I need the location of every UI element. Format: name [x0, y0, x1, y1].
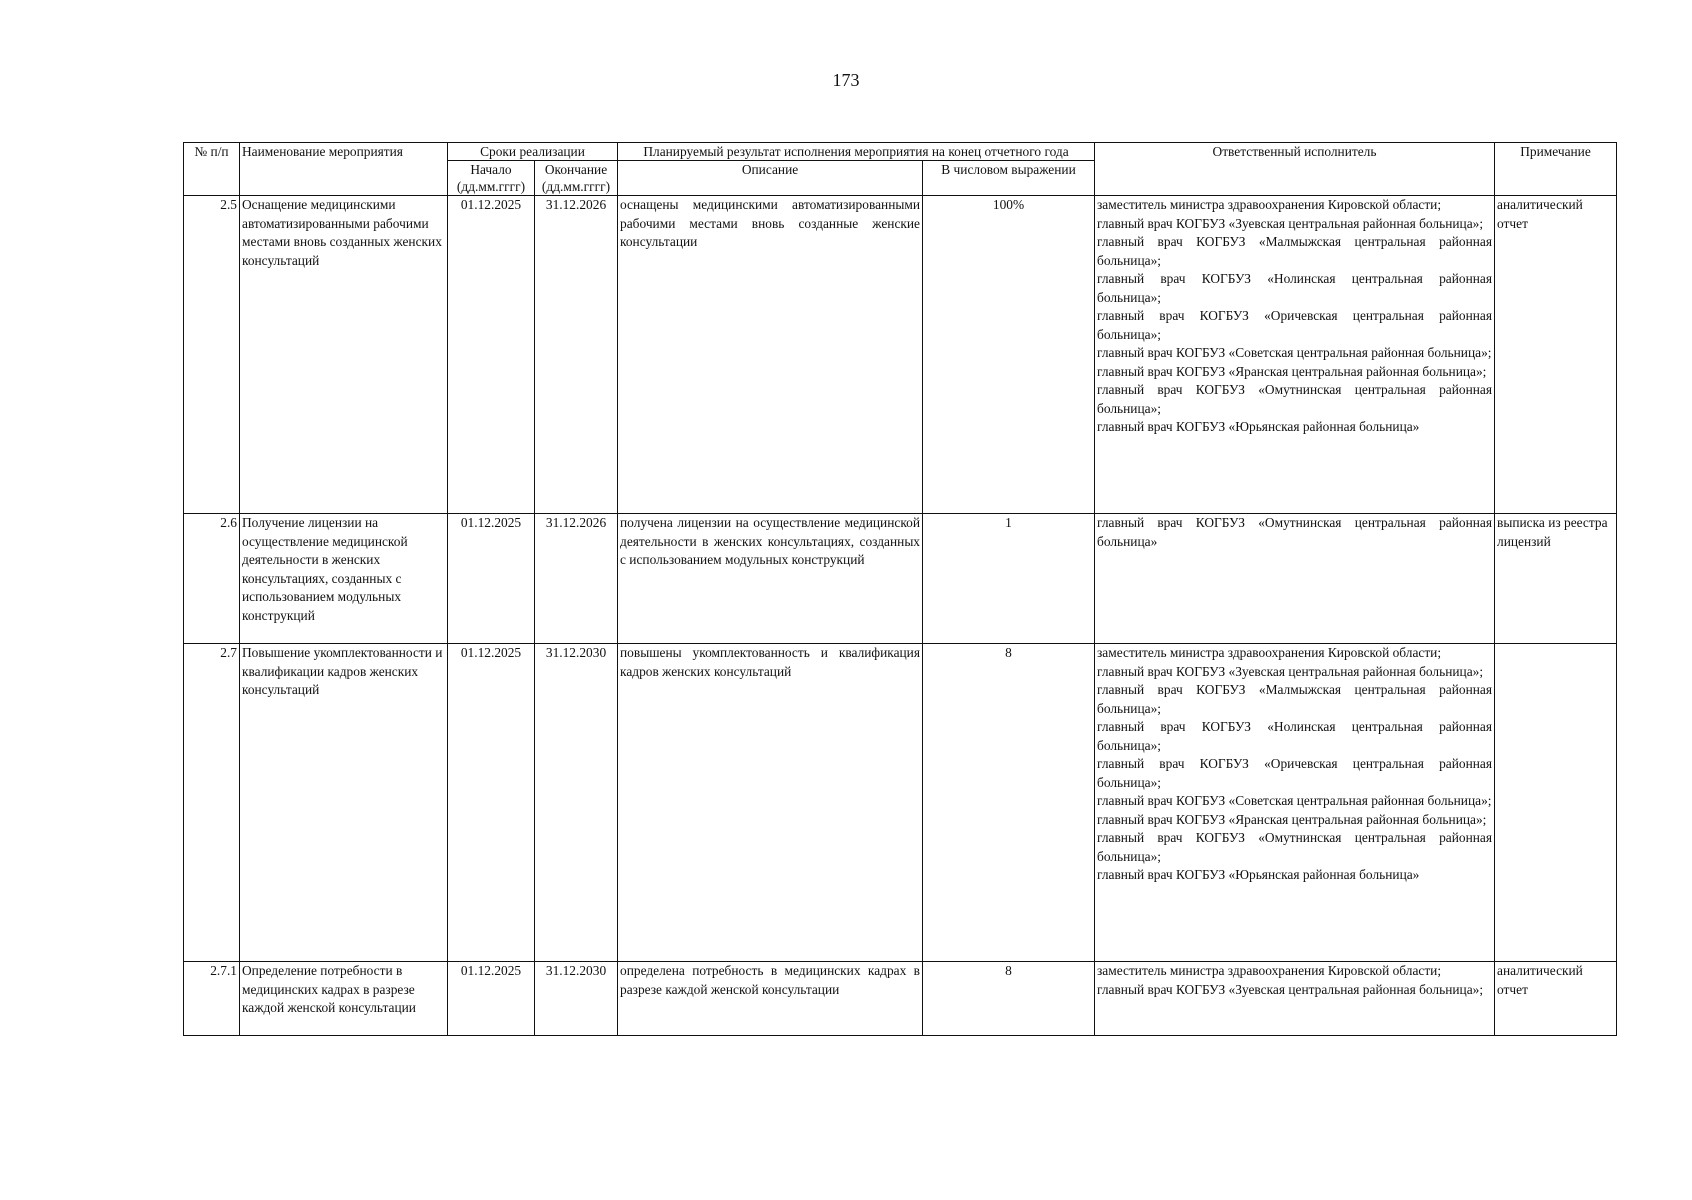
row-executor	[1095, 514, 1495, 644]
executor-line: главный врач КОГБУЗ «Яранская центральная районная больница»;	[1097, 363, 1487, 379]
table-body	[184, 196, 1617, 1036]
header-note: Примечание	[1495, 143, 1617, 196]
executor-line: главный врач КОГБУЗ «Зуевская центральная районная больница»;	[1097, 981, 1484, 997]
row-value: 8	[923, 644, 1095, 962]
executor-line: главный врач КОГБУЗ «Малмыжская центральная районная больница»;	[1097, 234, 1493, 268]
page-number: 173	[832, 70, 860, 90]
table-row	[184, 644, 1617, 962]
row-end-date: 31.12.2030	[535, 962, 618, 1036]
row-num: 2.5	[184, 196, 240, 514]
row-num: 2.7.1	[184, 962, 240, 1036]
header-period: Сроки реализации	[448, 143, 618, 161]
row-note: аналитический отчет	[1495, 962, 1617, 1036]
row-executor	[1095, 196, 1495, 514]
row-description: оснащены медицинскими автоматизированными рабочими местами вновь созданные женские консультации	[618, 196, 923, 514]
row-name: Оснащение медицинскими автоматизированными рабочими местами вновь созданных женских консультаций	[240, 196, 448, 514]
executor-line: главный врач КОГБУЗ «Яранская центральная районная больница»;	[1097, 811, 1487, 827]
executor-line: главный врач КОГБУЗ «Нолинская центральная районная больница»;	[1097, 719, 1493, 753]
row-start-date: 01.12.2025	[448, 644, 535, 962]
table-row	[184, 196, 1617, 514]
row-start-date: 01.12.2025	[448, 196, 535, 514]
executor-line: главный врач КОГБУЗ «Омутнинская центральная районная больница»;	[1097, 830, 1493, 864]
executor-line: главный врач КОГБУЗ «Юрьянская районная больница»	[1097, 867, 1420, 882]
row-note: аналитический отчет	[1495, 196, 1617, 514]
header-row-1	[184, 143, 1617, 161]
row-executor	[1095, 962, 1495, 1036]
row-value: 100%	[923, 196, 1095, 514]
executor-line: главный врач КОГБУЗ «Зуевская центральная районная больница»;	[1097, 215, 1484, 231]
executor-line: главный врач КОГБУЗ «Советская центральная районная больница»;	[1097, 345, 1492, 360]
header-start: Начало (дд.мм.гггг)	[448, 161, 535, 196]
header-result: Планируемый результат исполнения мероприятия на конец отчетного года	[618, 143, 1095, 161]
executor-line: заместитель министра здравоохранения Кировской области;	[1097, 197, 1442, 212]
executor-line: главный врач КОГБУЗ «Нолинская центральная районная больница»;	[1097, 271, 1493, 305]
row-description: повышены укомплектованность и квалификация кадров женских консультаций	[618, 644, 923, 962]
table-row	[184, 514, 1617, 644]
row-name: Определение потребности в медицинских кадрах в разрезе каждой женской консультации	[240, 962, 448, 1036]
row-description: получена лицензии на осуществление медицинской деятельности в женских консультациях, созданных с использованием модульных конструкций	[618, 514, 923, 644]
row-description: определена потребность в медицинских кадрах в разрезе каждой женской консультации	[618, 962, 923, 1036]
header-end: Окончание (дд.мм.гггг)	[535, 161, 618, 196]
table-row	[184, 962, 1617, 1036]
executor-line: заместитель министра здравоохранения Кировской области;	[1097, 963, 1442, 978]
row-num: 2.6	[184, 514, 240, 644]
row-value: 1	[923, 514, 1095, 644]
executor-line: главный врач КОГБУЗ «Малмыжская центральная районная больница»;	[1097, 682, 1493, 716]
executor-line: главный врач КОГБУЗ «Юрьянская районная больница»	[1097, 419, 1420, 434]
header-num: № п/п	[184, 143, 240, 196]
header-value: В числовом выражении	[923, 161, 1095, 196]
row-name: Повышение укомплектованности и квалификации кадров женских консультаций	[240, 644, 448, 962]
executor-line: главный врач КОГБУЗ «Омутнинская центральная районная больница»	[1097, 515, 1493, 549]
row-end-date: 31.12.2026	[535, 196, 618, 514]
row-executor	[1095, 644, 1495, 962]
row-note	[1495, 644, 1617, 962]
executor-line: заместитель министра здравоохранения Кировской области;	[1097, 645, 1442, 660]
row-num: 2.7	[184, 644, 240, 962]
executor-line: главный врач КОГБУЗ «Омутнинская центральная районная больница»;	[1097, 382, 1493, 416]
executor-line: главный врач КОГБУЗ «Оричевская центральная районная больница»;	[1097, 756, 1493, 790]
header-description: Описание	[618, 161, 923, 196]
executor-line: главный врач КОГБУЗ «Оричевская центральная районная больница»;	[1097, 308, 1493, 342]
activities-table	[183, 142, 1617, 1036]
row-start-date: 01.12.2025	[448, 962, 535, 1036]
executor-line: главный врач КОГБУЗ «Советская центральная районная больница»;	[1097, 793, 1492, 808]
table-header	[184, 143, 1617, 196]
row-note: выписка из реестра лицензий	[1495, 514, 1617, 644]
row-start-date: 01.12.2025	[448, 514, 535, 644]
row-end-date: 31.12.2026	[535, 514, 618, 644]
header-executor: Ответственный исполнитель	[1095, 143, 1495, 196]
row-end-date: 31.12.2030	[535, 644, 618, 962]
row-name: Получение лицензии на осуществление медицинской деятельности в женских консультациях, созданных с использованием модульных конструкций	[240, 514, 448, 644]
executor-line: главный врач КОГБУЗ «Зуевская центральная районная больница»;	[1097, 663, 1484, 679]
header-name: Наименование мероприятия	[240, 143, 448, 196]
row-value: 8	[923, 962, 1095, 1036]
